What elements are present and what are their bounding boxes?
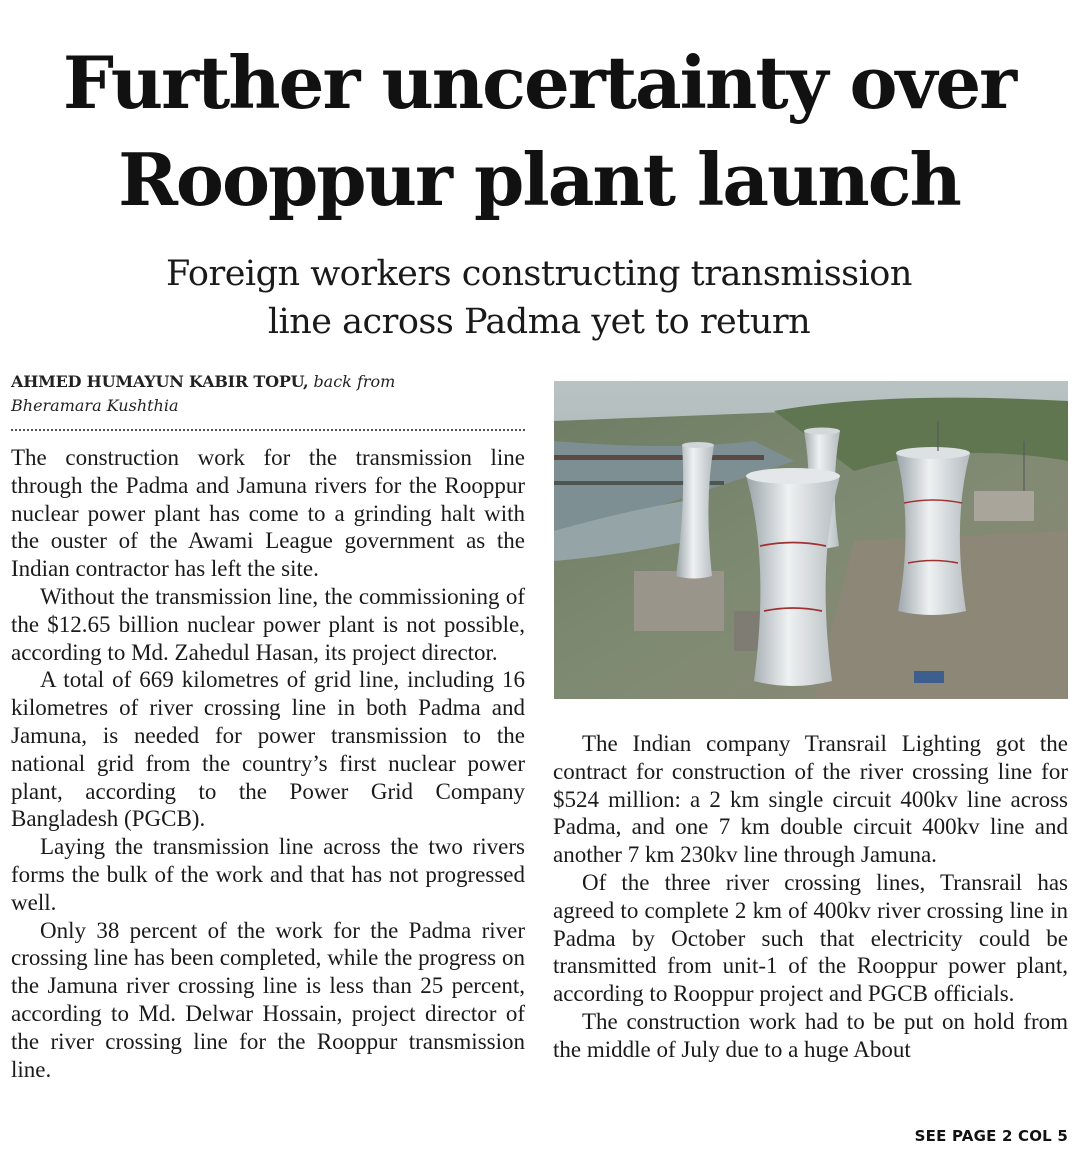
paragraph: The construction work had to be put on hold from the middle of July due to a huge About	[553, 1008, 1068, 1062]
paragraph: Laying the transmission line across the two rivers forms the bulk of the work and that has not progressed well.	[11, 834, 525, 915]
paragraph: A total of 669 kilometres of grid line, including 16 kilometres of river crossing line in both Padma and Jamuna, is needed for power transmission to the national grid from the country’s first nuclear power plant, according to the Power Grid Company Bangladesh (PGCB).	[11, 667, 525, 832]
continuation-note[interactable]: SEE PAGE 2 COL 5	[914, 1127, 1068, 1145]
byline	[11, 370, 525, 418]
headline-line-1: Further uncertainty over	[62, 40, 1016, 125]
paragraph: Without the transmission line, the commissioning of the $12.65 billion nuclear power plant is not possible, according to Md. Zahedul Hasan, its project director.	[11, 583, 525, 665]
byline-from: back from	[313, 372, 396, 391]
byline-place: Bheramara Kushthia	[11, 396, 179, 415]
subheadline-line-2: line across Padma yet to return	[267, 302, 811, 342]
subheadline-line-1: Foreign workers constructing transmission	[166, 254, 912, 294]
paragraph: The construction work for the transmission line through the Padma and Jamuna rivers for the Rooppur nuclear power plant has come to a grinding halt with the ouster of the Awami League government as the Indian contractor has left the site.	[11, 445, 525, 582]
article-column-right	[553, 730, 1068, 1064]
headline	[0, 34, 1078, 228]
paragraph: The Indian company Transrail Lighting got the contract for construction of the river crossing line for $524 million: a 2 km single circuit 400kv line across Padma, and one 7 km double circuit 400kv line and another 7 km 230kv line through Jamuna.	[553, 731, 1068, 868]
photo-illustration	[554, 381, 1068, 699]
cooling-towers-photo	[554, 381, 1068, 699]
subheadline	[0, 250, 1078, 346]
headline-line-2: Rooppur plant launch	[118, 137, 960, 222]
byline-author: AHMED HUMAYUN KABIR TOPU,	[11, 372, 309, 391]
paragraph: Only 38 percent of the work for the Padma river crossing line has been completed, while the progress on the Jamuna river crossing line is less than 25 percent, according to Md. Delwar Hossain, project director of the river crossing line for the Rooppur transmission line.	[11, 917, 525, 1082]
paragraph: Of the three river crossing lines, Transrail has agreed to complete 2 km of 400kv river crossing line in Padma by October such that electricity could be transmitted from unit-1 of the Rooppur power plant, according to Rooppur project and PGCB officials.	[553, 869, 1068, 1007]
article-column-left	[11, 444, 525, 1083]
byline-divider	[11, 429, 525, 431]
